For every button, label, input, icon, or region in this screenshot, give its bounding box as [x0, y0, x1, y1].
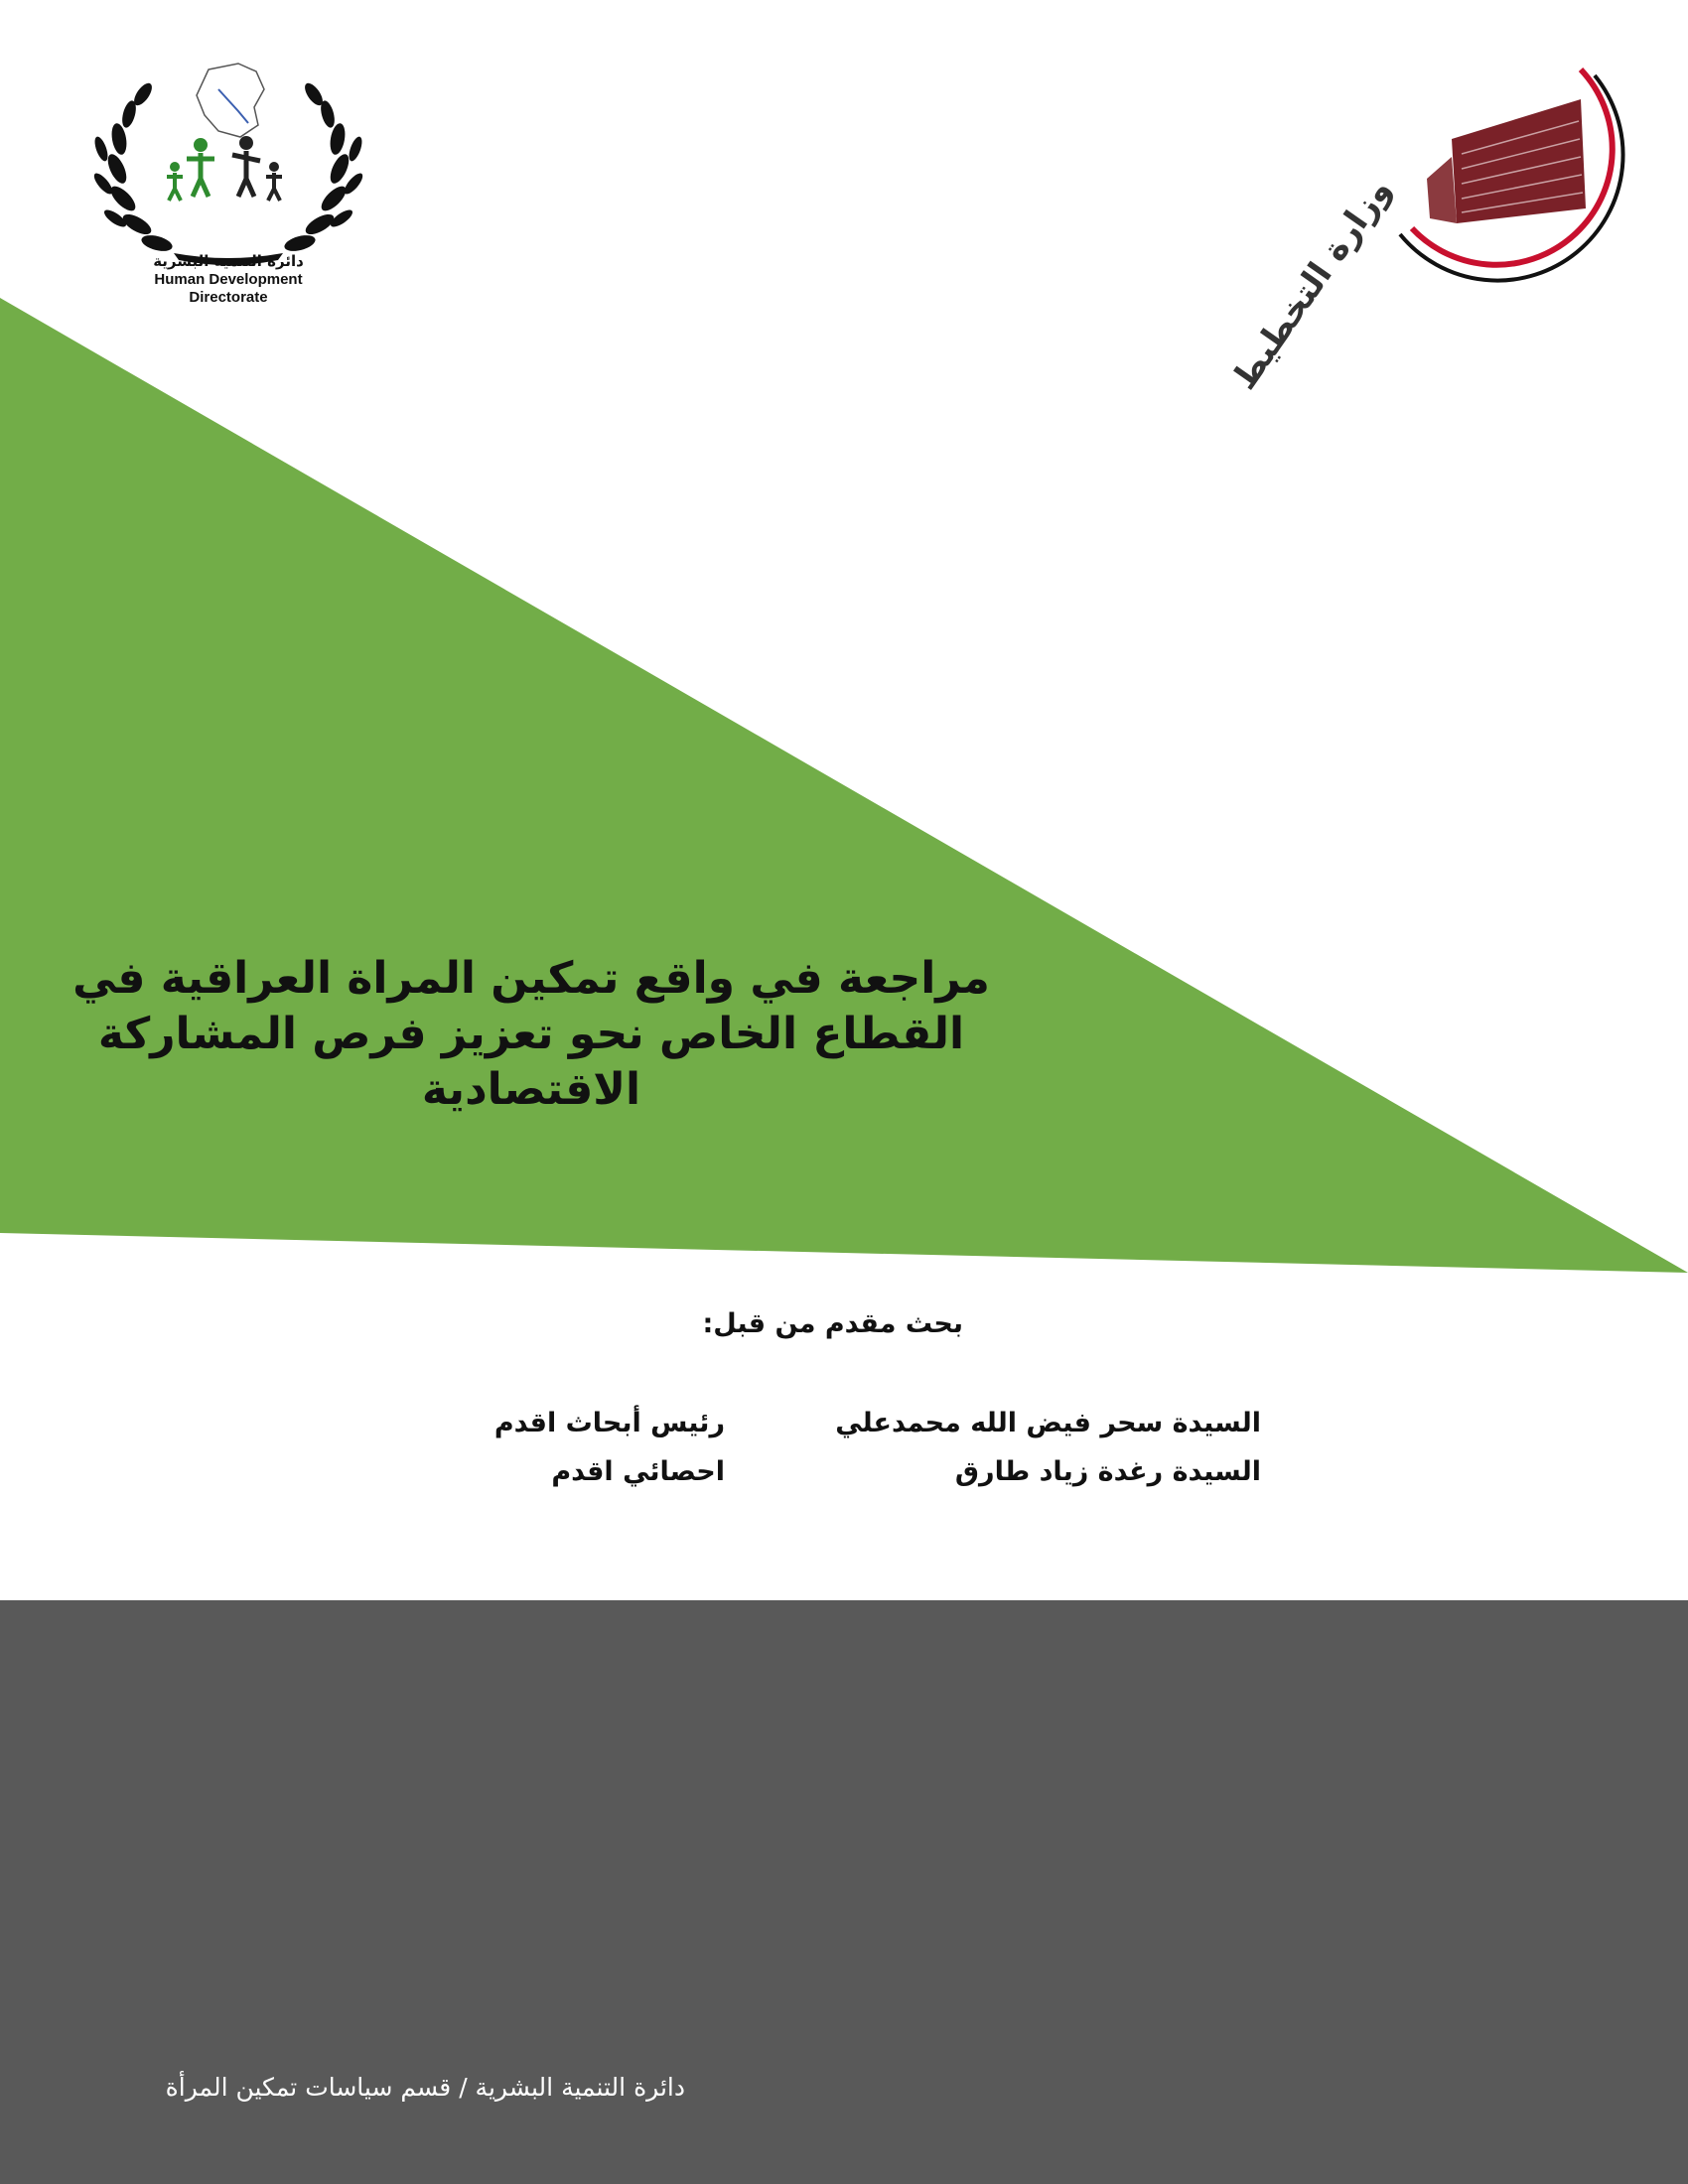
- title-line-1: مراجعة في واقع تمكين المراة العراقية في: [72, 953, 990, 1004]
- byline: بحث مقدم من قبل:: [702, 1308, 963, 1339]
- author-2-name: السيدة رغدة زياد طارق: [954, 1456, 1261, 1487]
- mop-logo-arabic: وزارة التخطيط: [1224, 171, 1400, 398]
- hd-logo-english: [79, 271, 377, 307]
- ministry-of-planning-logo: [1224, 40, 1650, 398]
- page-title: [40, 951, 1023, 1118]
- hd-logo-arabic: دائرة التنمية البشرية: [153, 252, 304, 270]
- author-1-role: رئيس أبحاث اقدم: [493, 1408, 725, 1438]
- footer-text: دائرة التنمية البشرية / قسم سياسات تمكين المرأة: [165, 2073, 685, 2102]
- author-2-role: احصائي اقدم: [551, 1456, 725, 1487]
- title-line-3: الاقتصادية: [421, 1064, 641, 1115]
- author-1-name: السيدة سحر فيض الله محمدعلي: [835, 1408, 1261, 1438]
- hd-logo-english-line2: Directorate: [189, 289, 268, 306]
- hd-logo-english-line1: Human Development: [154, 271, 303, 288]
- title-line-2: القطاع الخاص نحو تعزيز فرص المشاركة: [97, 1009, 965, 1059]
